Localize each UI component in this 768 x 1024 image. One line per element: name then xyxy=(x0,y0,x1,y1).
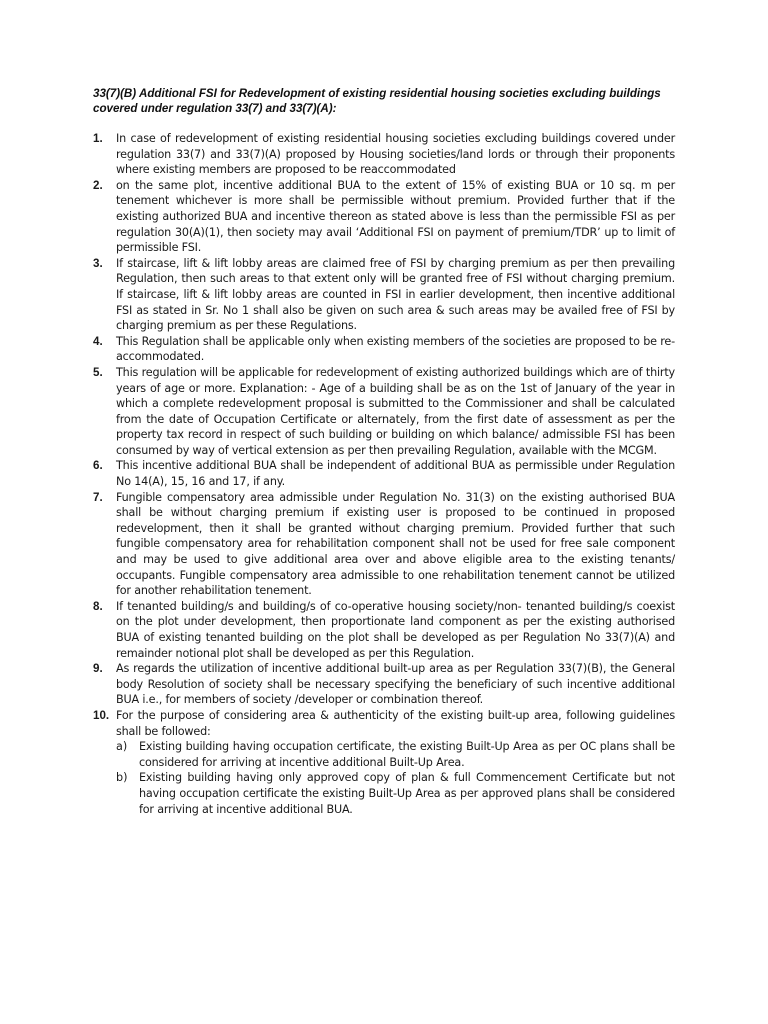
item-number: 10. xyxy=(93,708,110,722)
item-number: 4. xyxy=(93,334,103,348)
item-text: For the purpose of considering area & authenticity of the existing built-up area, following guidelines shall be followed: xyxy=(116,708,675,738)
item-text: In case of redevelopment of existing residential housing societies excluding buildings covered under regulation 33(7) and 33(7)(A) proposed by Housing societies/land lords or through their proponents where existing members are proposed to be reaccommodated xyxy=(116,132,675,177)
item-text: This Regulation shall be applicable only when existing members of the societies are proposed to be re-accommodated. xyxy=(116,334,675,364)
sub-list-item xyxy=(116,770,675,817)
item-number: 9. xyxy=(93,662,103,676)
item-number: 2. xyxy=(93,178,103,192)
item-number: 1. xyxy=(93,132,103,145)
list-item xyxy=(93,708,675,817)
list-item xyxy=(93,334,675,365)
list-item xyxy=(93,458,675,489)
sub-item-text: Existing building having occupation certificate, the existing Built-Up Area as per OC plans shall be considered for arriving at incentive additional Built-Up Area. xyxy=(139,740,675,769)
sub-item-text: Existing building having only approved copy of plan & full Commencement Certificate but not having occupation certificate the existing Built-Up Area as per approved plans shall be considered for arriving at incentive additional BUA. xyxy=(139,771,675,816)
item-text: This incentive additional BUA shall be independent of additional BUA as permissible under Regulation No 14(A), 15, 16 and 17, if any. xyxy=(116,459,675,489)
item-text: If staircase, lift & lift lobby areas are claimed free of FSI by charging premium as per then prevailing Regulation, then such areas to that extent only will be granted free of FSI without charging premium. If staircase, lift & lift lobby areas are counted in FSI in earlier development, then incentive additional FSI as stated in Sr. No 1 shall also be given on such area & such areas may be availed free of FSI by charging premium as per these Regulations. xyxy=(116,256,675,333)
item-number: 8. xyxy=(93,599,103,613)
item-number: 5. xyxy=(93,365,103,379)
item-number: 7. xyxy=(93,490,103,504)
list-item xyxy=(93,490,675,599)
section-heading: 33(7)(B) Additional FSI for Redevelopment of existing residential housing societies excluding buildings covered under regulation 33(7) and 33(7)(A): xyxy=(93,87,661,115)
list-item xyxy=(93,661,675,708)
item-text: Fungible compensatory area admissible under Regulation No. 31(3) on the existing authorised BUA shall be without charging premium if existing user is proposed to be continued in proposed redevelopment, then it shall be granted without charging premium. Provided further that such fungible compensatory area for rehabilitation component shall not be used for free sale component and may be used to give additional area over and above eligible area to the existing tenants/ occupants. Fungible compensatory area admissible to one rehabilitation tenement cannot be utilized for another rehabilitation tenement. xyxy=(116,490,675,598)
regulation-list xyxy=(93,131,675,817)
item-number: 3. xyxy=(93,256,103,270)
item-text: As regards the utilization of incentive additional built-up area as per Regulation 33(7)(B), the General body Resolution of society shall be necessary specifying the beneficiary of such incentive additional BUA i.e., for members of society /developer or combination thereof. xyxy=(116,662,675,707)
list-item xyxy=(93,365,675,459)
list-item xyxy=(93,256,675,334)
list-item xyxy=(93,599,675,661)
item-text: This regulation will be applicable for redevelopment of existing authorized buildings which are of thirty years of age or more. Explanation: - Age of a building shall be as on the 1st of January of the year in which a complete redevelopment proposal is submitted to the Commissioner and shall be calculated from the date of Occupation Certificate or alternately, from the first date of assessment as per the property tax record in respect of such building or building on which balance/ admissible FSI has been consumed by way of vertical extension as per then prevailing Regulation, available with the MCGM. xyxy=(116,365,675,457)
list-item xyxy=(93,131,675,178)
sub-list-item xyxy=(116,739,675,770)
item-text: on the same plot, incentive additional BUA to the extent of 15% of existing BUA or 10 sq. m per tenement whichever is more shall be permissible without premium. Provided further that if the existing authorized BUA and incentive thereon as stated above is less than the permissible FSI as per regulation 30(A)(1), then society may avail ‘Additional FSI on payment of premium/TDR’ up to limit of permissible FSI. xyxy=(116,178,675,255)
sub-item-label: b) xyxy=(116,771,128,785)
list-item xyxy=(93,178,675,256)
sub-list xyxy=(116,739,675,817)
item-number: 6. xyxy=(93,459,103,473)
sub-item-label: a) xyxy=(116,740,128,754)
item-text: If tenanted building/s and building/s of co-operative housing society/non- tenanted building/s coexist on the plot under development, then proportionate land component as per the existing authorised BUA of existing tenanted building on the plot shall be developed as per Regulation No 33(7)(A) and remainder notional plot shall be developed as per this Regulation. xyxy=(116,599,675,660)
